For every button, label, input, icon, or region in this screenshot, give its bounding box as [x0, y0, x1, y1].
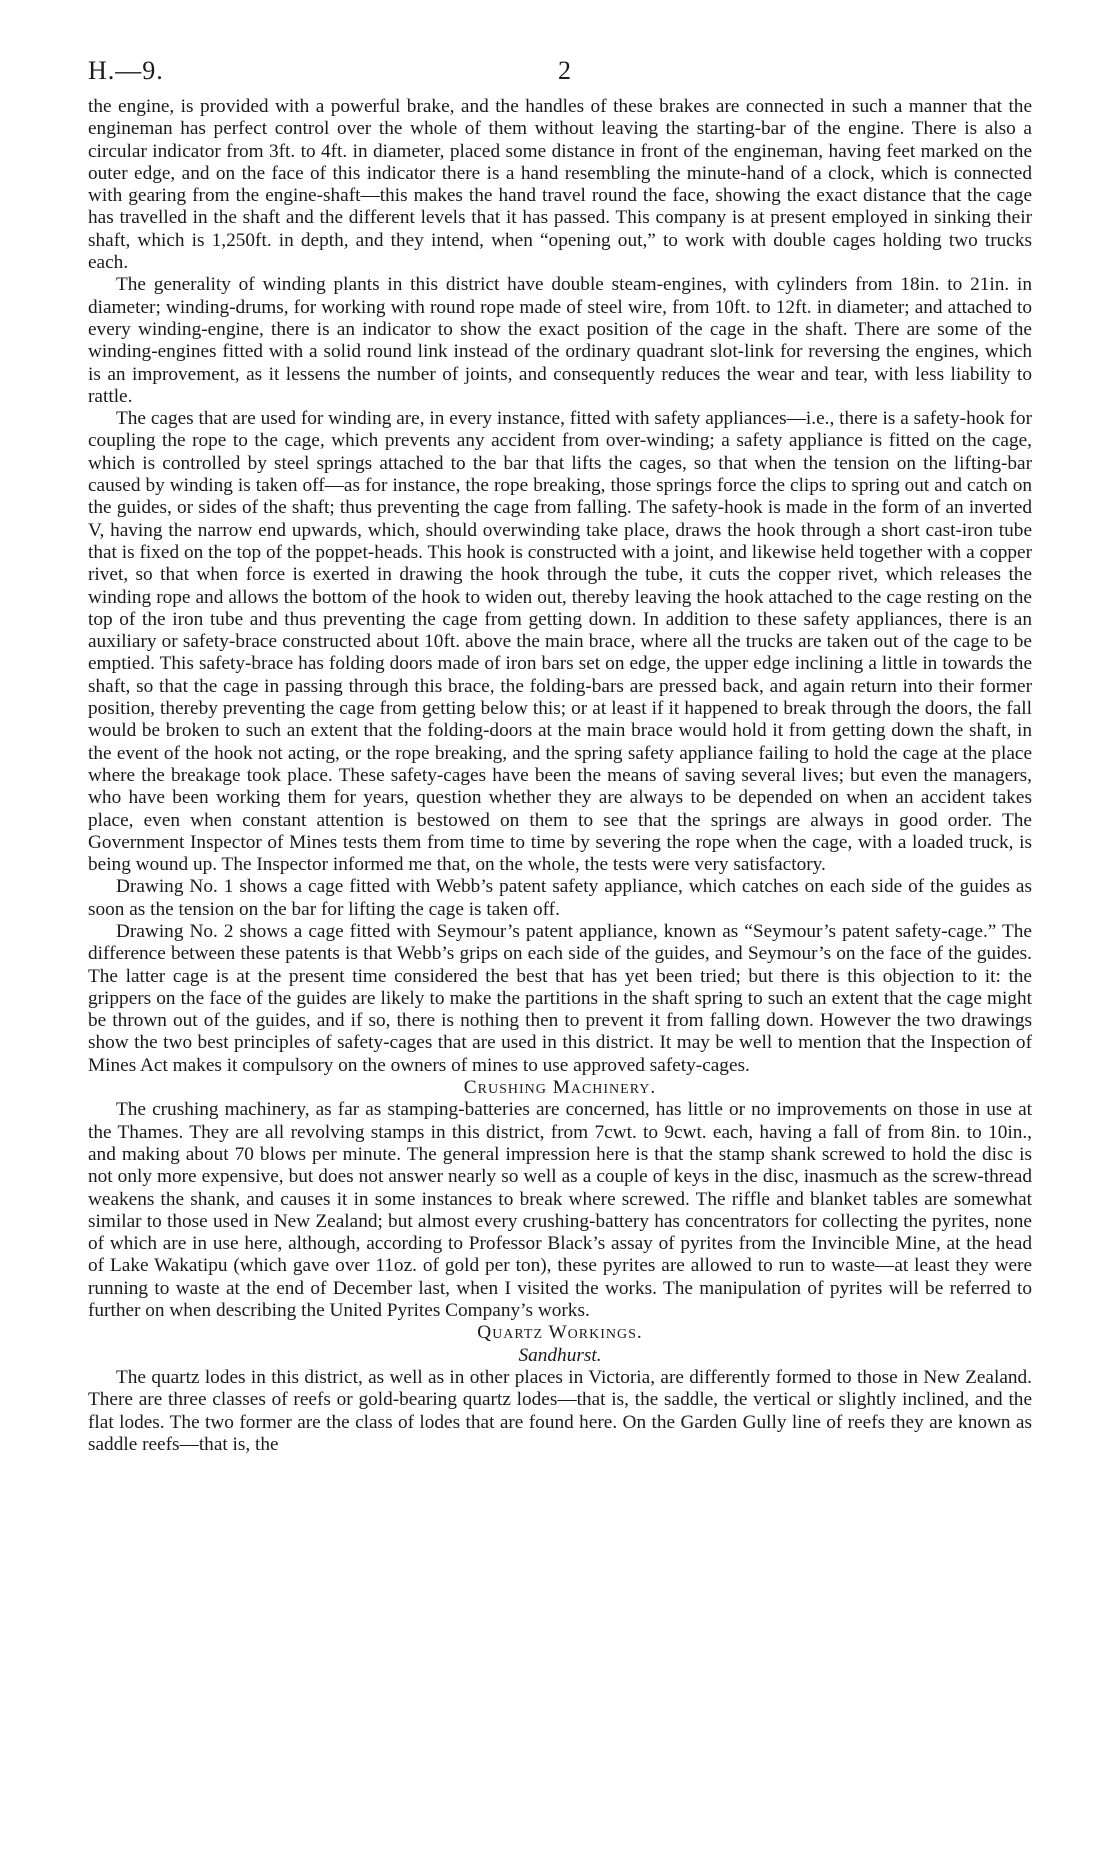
paragraph-4: Drawing No. 1 shows a cage fitted with Webb’s patent safety appliance, which catches on each side of the guides as soon as the tension on the bar for lifting the cage is taken off.: [88, 876, 1032, 920]
paragraph-5: Drawing No. 2 shows a cage fitted with Seymour’s patent appliance, known as “Seymour’s patent safety-cage.” The difference between these patents is that Webb’s grips on each side of the guides, and Seymour’s on the face of the guides. The latter cage is at the present time considered the best that has yet been tried; but there is this objection to it: the grippers on the face of the guides are likely to make the partitions in the shaft spring to such an extent that the cage might be thrown out of the guides, and if so, there is nothing then to prevent it from falling down. However the two drawings show the two best principles of safety-cages that are used in this district. It may be well to mention that the Inspection of Mines Act makes it compulsory on the owners of mines to use approved safety-cages.: [88, 920, 1032, 1076]
paragraph-6: The crushing machinery, as far as stamping-batteries are concerned, has little or no improvements on those in use at the Thames. They are all revolving stamps in this district, from 7cwt. to 9cwt. each, having a fall of from 8in. to 10in., and making about 70 blows per minute. The general impression here is that the stamp shank screwed to hold the disc is not only more expensive, but does not answer nearly so well as a couple of keys in the disc, inasmuch as the screw-thread weakens the shank, and causes it in some instances to break where screwed. The riffle and blanket tables are somewhat similar to those used in New Zealand; but almost every crushing-battery has concentrators for collecting the pyrites, none of which are in use here, although, according to Professor Black’s assay of pyrites from the Invincible Mine, at the head of Lake Wakatipu (which gave over 11oz. of gold per ton), these pyrites are allowed to run to waste—at least they were running to waste at the end of December last, when I visited the works. The manipulation of pyrites will be referred to further on when describing the United Pyrites Company’s works.: [88, 1099, 1032, 1322]
section-heading-crushing-machinery: Crushing Machinery.: [463, 1077, 657, 1099]
page-header: [88, 56, 1032, 96]
section-heading-quartz-workings: Quartz Workings.: [477, 1322, 643, 1344]
body-text: [88, 96, 1032, 1456]
paragraph-2: The generality of winding plants in this district have double steam-engines, with cylinders from 18in. to 21in. in diameter; winding-drums, for working with round rope made of steel wire, from 10ft. to 12ft. in diameter; and attached to every winding-engine, there is an indicator to show the exact position of the cage in the shaft. There are some of the winding-engines fitted with a solid round link instead of the ordinary quadrant slot-link for reversing the engines, which is an improvement, as it lessens the number of joints, and consequently reduces the wear and tear, with less liability to rattle.: [88, 274, 1032, 407]
paragraph-7: The quartz lodes in this district, as well as in other places in Victoria, are differently formed to those in New Zealand. There are three classes of reefs or gold-bearing quartz lodes—that is, the saddle, the vertical or slightly inclined, and the flat lodes. The two former are the class of lodes that are found here. On the Garden Gully line of reefs they are known as saddle reefs—that is, the: [88, 1366, 1032, 1455]
page-number: 2: [558, 56, 571, 85]
parliamentary-paper-ref: H.—9.: [88, 56, 164, 85]
subheading-sandhurst: Sandhurst.: [518, 1344, 602, 1366]
document-page: [88, 56, 1032, 1456]
paragraph-3: The cages that are used for winding are, in every instance, fitted with safety appliances—i.e., there is a safety-hook for coupling the rope to the cage, which prevents any accident from over-winding; a safety appliance is fitted on the cage, which is controlled by steel springs attached to the bar that lifts the cages, so that when the tension on the lifting-bar caused by winding is taken off—as for instance, the rope breaking, those springs force the clips to spring out and catch on the guides, or sides of the shaft; thus preventing the cage from falling. The safety-hook is made in the form of an inverted V, having the narrow end upwards, which, should overwinding take place, draws the hook through a short cast-iron tube that is fixed on the top of the poppet-heads. This hook is constructed with a joint, and likewise held together with a copper rivet, so that when force is exerted in drawing the hook through the tube, it cuts the copper rivet, which releases the winding rope and allows the bottom of the hook to widen out, thereby leaving the hook attached to the cage resting on the top of the iron tube and thus preventing the cage from getting down. In addition to these safety appliances, there is an auxiliary or safety-brace constructed about 10ft. above the main brace, where all the trucks are taken out of the cage to be emptied. This safety-brace has folding doors made of iron bars set on edge, the upper edge inclining a little in towards the shaft, so that the cage in passing through this brace, the folding-bars are pressed back, and again return into their former position, thereby preventing the cage from getting below this; or at least if it happened to break through the doors, the fall would be broken to such an extent that the folding-doors at the main brace would hold it from getting down the shaft, in the event of the hook not acting, or the rope breaking, and the spring safety appliance failing to hold the cage at the place where the breakage took place. These safety-cages have been the means of saving several lives; but even the managers, who have been working them for years, question whether they are always to be depended on when an accident takes place, even when constant attention is bestowed on them to see that the springs are always in good order. The Government Inspector of Mines tests them from time to time by severing the rope when the cage, with a loaded truck, is being wound up. The Inspector informed me that, on the whole, the tests were very satisfactory.: [88, 408, 1032, 876]
paragraph-1: the engine, is provided with a powerful brake, and the handles of these brakes are connected in such a manner that the engineman has perfect control over the whole of them without leaving the starting-bar of the engine. There is also a circular indicator from 3ft. to 4ft. in diameter, placed some distance in front of the engineman, having feet marked on the outer edge, and on the face of this indicator there is a hand resembling the minute-hand of a clock, which is connected with gearing from the engine-shaft—this makes the hand travel round the face, showing the exact distance that the cage has travelled in the shaft and the different levels that it has passed. This company is at present employed in sinking their shaft, which is 1,250ft. in depth, and they intend, when “opening out,” to work with double cages holding two trucks each.: [88, 96, 1032, 274]
